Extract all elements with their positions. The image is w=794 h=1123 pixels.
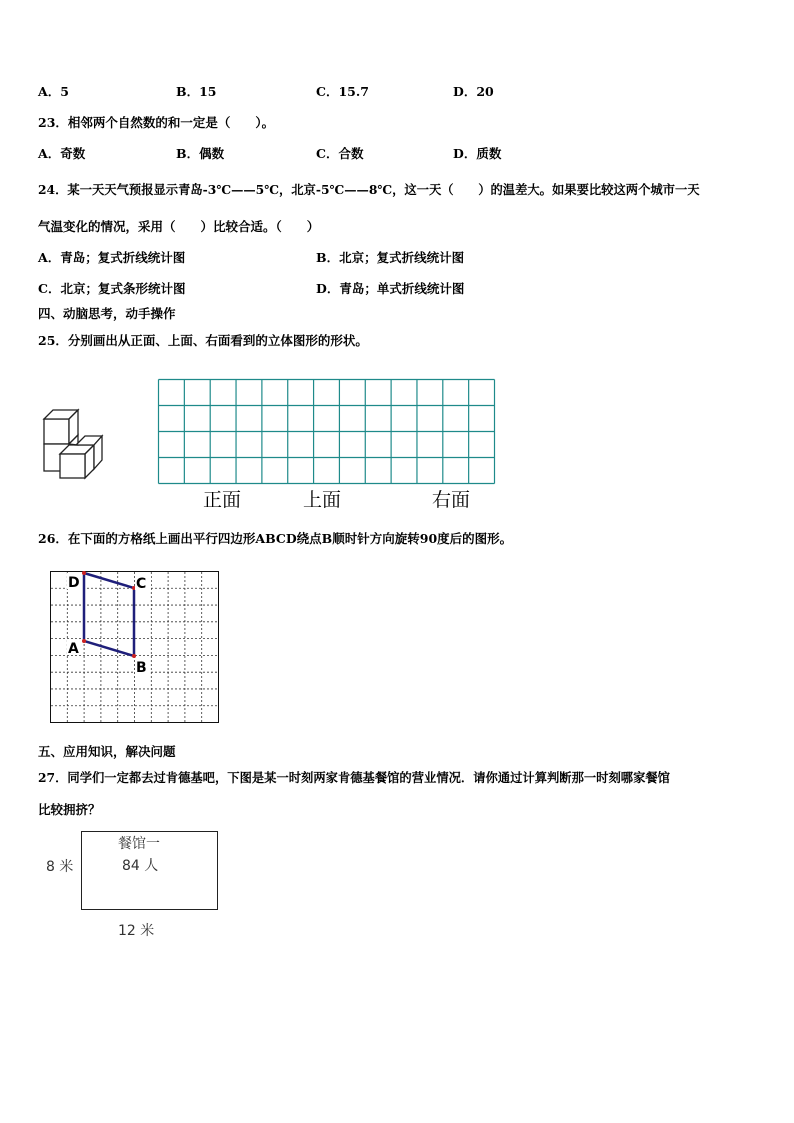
- q26-stem: 26．在下面的方格纸上画出平行四边形ABCD绕点B顺时针方向旋转90度后的图形。: [38, 531, 513, 546]
- q24-option-d: D．青岛；单式折线统计图: [316, 281, 465, 296]
- q27-line2: 比较拥挤？: [38, 802, 101, 817]
- box-height-label: 8 米: [46, 859, 74, 875]
- q22-option-d: D．20: [453, 84, 494, 99]
- q23-option-c: C．合数: [316, 146, 364, 161]
- section5-heading: 五、应用知识，解决问题: [38, 744, 176, 759]
- q24-option-b: B．北京；复式折线统计图: [316, 250, 465, 265]
- q22-option-c: C．15.7: [316, 84, 369, 99]
- q23-option-a: A．奇数: [38, 146, 86, 161]
- q23-option-d: D．质数: [453, 146, 502, 161]
- q22-option-b: B．15: [176, 84, 217, 99]
- vertex-label-a: A: [68, 641, 79, 657]
- q27-line1: 27．同学们一定都去过肯德基吧，下图是某一时刻两家肯德基餐馆的营业情况．请你通过计算判断那一时刻哪家餐馆: [38, 770, 670, 785]
- vertex-label-b: B: [136, 660, 147, 676]
- q23-stem: 23．相邻两个自然数的和一定是（ ）。: [38, 115, 275, 130]
- label-front-view: 正面: [203, 489, 242, 511]
- q24-option-a: A．青岛；复式折线统计图: [38, 250, 186, 265]
- q24-line1: 24．某一天天气预报显示青岛-3℃——5℃，北京-5℃——8℃，这一天（ ）的温差大。如果要比较这两个城市一天: [38, 182, 700, 197]
- vertex-label-c: C: [136, 576, 147, 592]
- restaurant-people: 84 人: [122, 858, 159, 874]
- q24-option-c: C．北京；复式条形统计图: [38, 281, 186, 296]
- box-width-label: 12 米: [118, 923, 155, 939]
- label-right-view: 右面: [432, 489, 471, 511]
- view-drawing-grid: [158, 379, 495, 484]
- q25-stem: 25．分别画出从正面、上面、右面看到的立体图形的形状。: [38, 333, 368, 348]
- q23-option-b: B．偶数: [176, 146, 225, 161]
- cube-stack-figure: [40, 408, 110, 478]
- vertex-label-d: D: [68, 575, 80, 591]
- section4-heading: 四、动脑思考，动手操作: [38, 306, 176, 321]
- restaurant-title: 餐馆一: [118, 836, 160, 852]
- label-top-view: 上面: [303, 489, 342, 511]
- q24-line2: 气温变化的情况，采用（ ）比较合适。（ ）: [38, 219, 320, 234]
- q22-option-a: A．5: [38, 84, 69, 99]
- rotation-grid-figure: [50, 571, 220, 724]
